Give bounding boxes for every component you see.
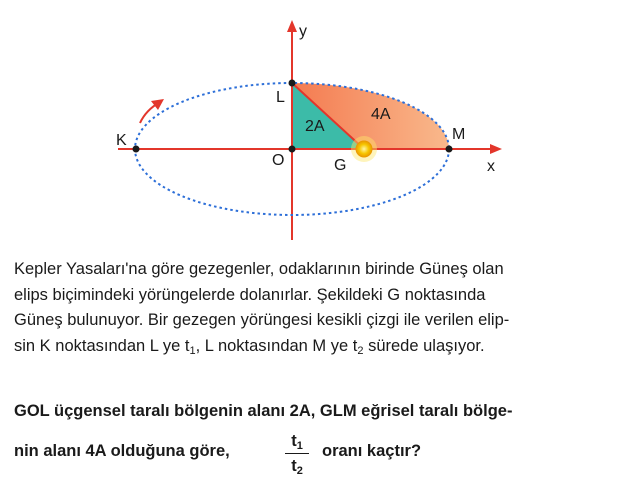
direction-arrowhead: [151, 99, 164, 110]
label-o: O: [272, 152, 285, 169]
numerator-t: t: [291, 432, 297, 450]
paragraph-line-4a: sin K noktasından L ye t: [14, 336, 190, 355]
question-line-2a: nin alanı 4A olduğuna göre,: [14, 442, 230, 460]
question-line-1: GOL üçgensel taralı bölgenin alanı 2A, GLM eğrisel taralı bölge-: [14, 402, 513, 420]
label-area-2a: 2A: [305, 118, 325, 135]
numerator-sub: 1: [296, 440, 303, 452]
x-axis-arrow: [490, 144, 502, 154]
fraction-denominator: [282, 455, 312, 477]
paragraph-line-1: Kepler Yasaları'na göre gezegenler, odaklarının birinde Güneş olan: [14, 260, 504, 278]
label-y: y: [299, 23, 307, 40]
denominator-t: t: [291, 457, 297, 475]
paragraph-line-4c: sürede ulaşıyor.: [363, 336, 485, 355]
point-o: [289, 146, 296, 153]
sun-icon: [351, 136, 377, 162]
paragraph-line-3: Güneş bulunuyor. Bir gezegen yörüngesi kesikli çizgi ile verilen elip-: [14, 311, 510, 329]
point-m: [446, 146, 453, 153]
label-x: x: [487, 158, 495, 175]
fraction-numerator: [282, 430, 312, 452]
label-k: K: [116, 132, 127, 149]
point-k: [133, 146, 140, 153]
paragraph-line-2: elips biçimindeki yörüngelerde dolanırlar. Şekildeki G noktasında: [14, 285, 486, 304]
fraction-bar: [285, 453, 309, 454]
label-m: M: [452, 126, 466, 143]
label-g: G: [334, 157, 347, 174]
question-line-2b: oranı kaçtır?: [322, 442, 422, 460]
label-area-4a: 4A: [371, 106, 391, 123]
point-l: [289, 80, 296, 87]
subscript-2: 2: [357, 344, 364, 357]
question-line-2: [14, 430, 614, 480]
paragraph-line-4b: , L noktasından M ye t: [195, 336, 358, 355]
denominator-sub: 2: [296, 465, 303, 477]
y-axis-arrow: [287, 20, 297, 32]
fraction-t1-t2: [282, 430, 312, 477]
label-l: L: [276, 89, 285, 106]
problem-paragraph: [14, 257, 614, 359]
subscript-1: 1: [189, 344, 196, 357]
